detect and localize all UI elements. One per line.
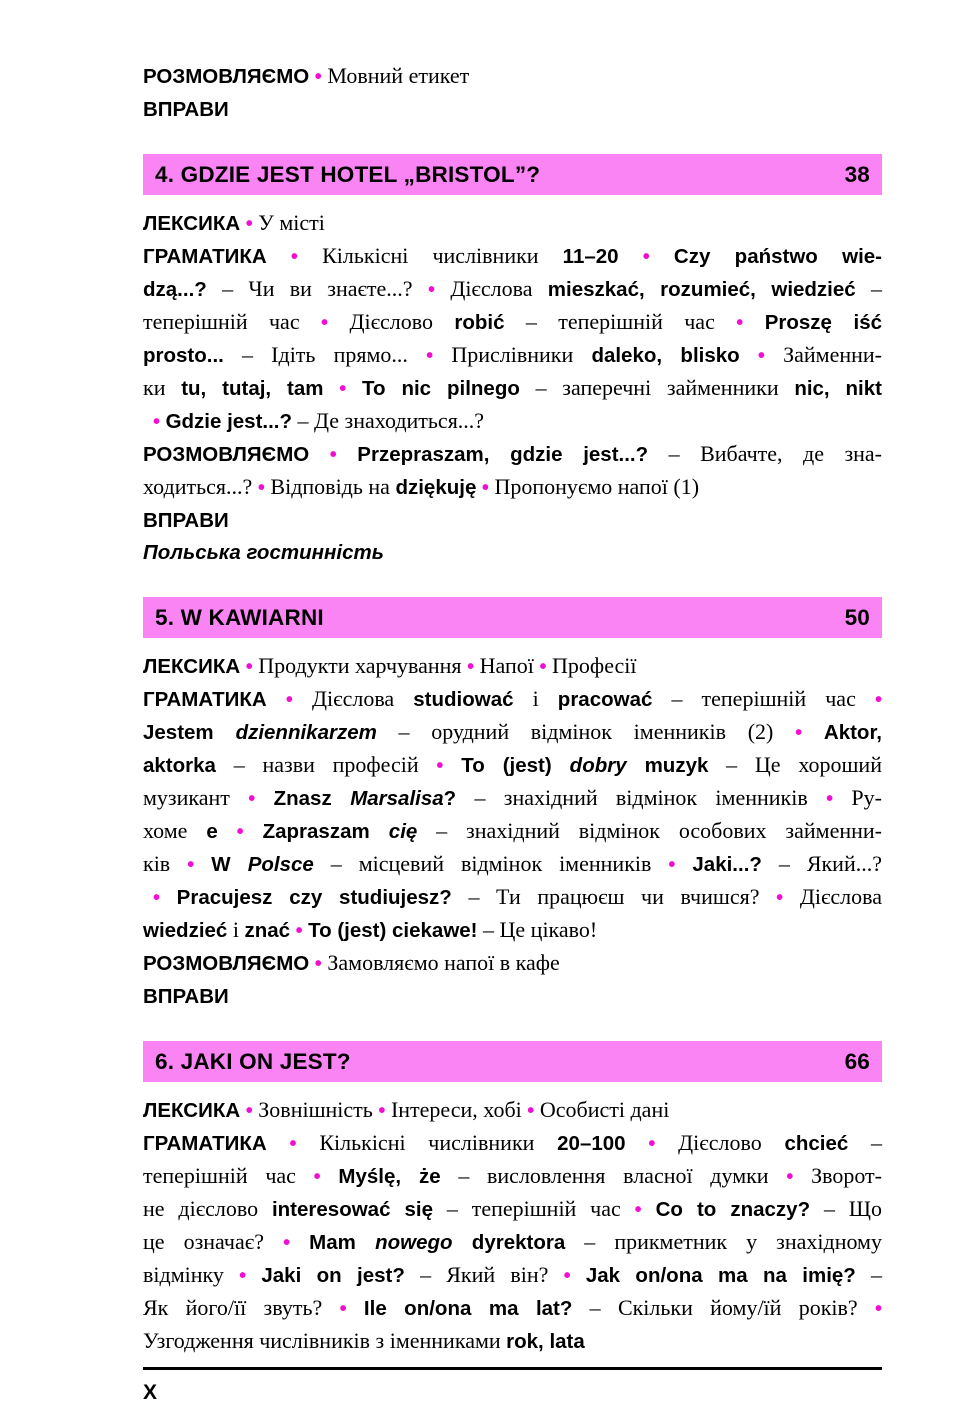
text-run: prosto... bbox=[143, 344, 224, 367]
text-run: – висловлення власної думки bbox=[440, 1163, 769, 1188]
text-run: теперішній час bbox=[143, 309, 300, 334]
text-run: – прикметник у знахідному bbox=[565, 1229, 882, 1254]
text-line-content bbox=[143, 1325, 585, 1357]
bullet-separator: • bbox=[309, 444, 358, 466]
text-run: Напої bbox=[479, 653, 534, 678]
text-run: ? bbox=[443, 787, 457, 810]
text-line bbox=[143, 1292, 882, 1325]
toc-section-6 bbox=[143, 1041, 882, 1357]
text-line-content bbox=[143, 306, 882, 339]
text-run: daleko, blisko bbox=[591, 344, 740, 367]
text-run: W bbox=[211, 853, 248, 876]
text-run: і bbox=[513, 686, 558, 711]
text-line bbox=[143, 881, 882, 914]
text-run: chcieć bbox=[784, 1132, 849, 1155]
text-run: Przepraszam, gdzie jest...? bbox=[357, 443, 649, 466]
text-run: РОЗМОВЛЯЄМО bbox=[143, 65, 310, 88]
text-line bbox=[143, 650, 882, 683]
section-header-bar bbox=[143, 1041, 882, 1082]
text-run: Myślę, że bbox=[338, 1165, 441, 1188]
text-run: Польська гостинність bbox=[143, 541, 384, 564]
text-line bbox=[143, 273, 882, 306]
text-line bbox=[143, 914, 882, 947]
bullet-separator: • bbox=[620, 1199, 656, 1221]
text-run: Кількісні числівники bbox=[322, 243, 563, 268]
text-run: – знахідний відмінок особових займенни- bbox=[417, 818, 882, 843]
text-line-content bbox=[143, 372, 882, 405]
text-run: Proszę iść bbox=[764, 311, 882, 334]
text-line bbox=[143, 1193, 882, 1226]
text-run: – Це хороший bbox=[708, 752, 882, 777]
section-header-bar bbox=[143, 597, 882, 638]
text-line bbox=[143, 372, 882, 405]
section-header-bar bbox=[143, 154, 882, 195]
text-run: У місті bbox=[258, 210, 325, 235]
text-run: Зовнішність bbox=[258, 1097, 373, 1122]
text-line bbox=[143, 782, 882, 815]
text-line bbox=[143, 947, 882, 980]
text-run: To (jest) bbox=[461, 754, 570, 777]
text-line-content bbox=[143, 339, 882, 372]
text-run: ків bbox=[143, 851, 171, 876]
text-run: – теперішній час bbox=[652, 686, 856, 711]
bullet-separator: • bbox=[625, 1133, 679, 1155]
text-run: robić bbox=[454, 311, 505, 334]
text-run: Jak on/ona ma na imię? bbox=[585, 1264, 856, 1287]
text-run: 11–20 bbox=[562, 245, 619, 268]
text-run: tu, tutaj, tam bbox=[181, 377, 324, 400]
text-run: – назви професій bbox=[215, 752, 419, 777]
text-run: Ру- bbox=[851, 785, 882, 810]
text-run: музикант bbox=[143, 785, 230, 810]
text-run: Mam bbox=[309, 1231, 376, 1254]
text-run: Мовний етикет bbox=[327, 63, 470, 88]
text-run: – Ідіть прямо... bbox=[223, 342, 408, 367]
text-run: znać bbox=[244, 919, 291, 942]
text-run: e bbox=[206, 820, 218, 843]
bullet-separator: • bbox=[240, 656, 259, 678]
text-line bbox=[143, 1325, 882, 1357]
text-line-content bbox=[143, 749, 882, 782]
section-body bbox=[143, 207, 882, 568]
text-run: Зворот- bbox=[811, 1163, 882, 1188]
bullet-separator: • bbox=[266, 1133, 320, 1155]
text-line bbox=[143, 980, 882, 1012]
bullet-separator: • bbox=[153, 411, 166, 433]
text-run: Ile on/ona ma lat? bbox=[363, 1297, 573, 1320]
text-run: Jaki on jest? bbox=[261, 1264, 405, 1287]
bullet-separator: • bbox=[266, 689, 313, 711]
text-run: studiować bbox=[413, 688, 514, 711]
text-line-content bbox=[143, 1160, 882, 1193]
bullet-separator: • bbox=[714, 312, 765, 334]
section-title: 4. GDZIE JEST HOTEL „BRISTOL”? bbox=[155, 161, 541, 187]
text-run: Займенни- bbox=[783, 342, 883, 367]
text-line bbox=[143, 60, 882, 93]
section-page-number: 50 bbox=[844, 604, 870, 630]
text-run: Zapraszam bbox=[262, 820, 389, 843]
text-run: ЛЕКСИКА bbox=[143, 655, 241, 678]
text-line-content bbox=[143, 93, 229, 125]
text-run: ГРАМАТИКА bbox=[143, 688, 267, 711]
text-run: rok, lata bbox=[506, 1330, 585, 1353]
bullet-separator: • bbox=[252, 477, 271, 499]
bullet-separator: • bbox=[855, 689, 882, 711]
text-line bbox=[143, 93, 882, 125]
text-run: Дієслово bbox=[349, 309, 455, 334]
text-run: Професії bbox=[552, 653, 637, 678]
bullet-separator: • bbox=[322, 1298, 364, 1320]
text-run: dobry bbox=[569, 754, 627, 777]
text-run: cię bbox=[388, 820, 418, 843]
text-run: РОЗМОВЛЯЄМО bbox=[143, 952, 310, 975]
bullet-separator: • bbox=[739, 345, 784, 367]
text-run: – орудний відмінок іменників (2) bbox=[376, 719, 774, 744]
text-line-content bbox=[153, 405, 484, 438]
text-line bbox=[143, 1127, 882, 1160]
text-line-content bbox=[143, 207, 325, 240]
text-run: і bbox=[227, 917, 245, 942]
bullet-separator: • bbox=[807, 788, 852, 810]
text-run: nowego bbox=[375, 1231, 453, 1254]
text-line-content bbox=[143, 273, 882, 306]
bullet-separator: • bbox=[170, 854, 212, 876]
section-body bbox=[143, 650, 882, 1012]
toc-section-5 bbox=[143, 597, 882, 1012]
text-run: – Який...? bbox=[761, 851, 882, 876]
section-title: 5. W KAWIARNI bbox=[155, 604, 324, 630]
text-run: pracować bbox=[557, 688, 653, 711]
text-run: Gdzie jest...? bbox=[165, 410, 293, 433]
text-run: ходиться...? bbox=[143, 474, 253, 499]
bullet-separator: • bbox=[240, 213, 259, 235]
text-line bbox=[143, 207, 882, 240]
text-run: Дієслово bbox=[678, 1130, 785, 1155]
text-run: Особисті дані bbox=[539, 1097, 670, 1122]
text-line-content bbox=[143, 1259, 882, 1292]
text-run: Pracujesz czy studiujesz? bbox=[176, 886, 452, 909]
text-run: – Це цікаво! bbox=[477, 917, 598, 942]
bullet-separator: • bbox=[651, 854, 693, 876]
text-run: ВПРАВИ bbox=[143, 985, 229, 1008]
text-line-content bbox=[143, 1193, 882, 1226]
bullet-separator: • bbox=[309, 953, 328, 975]
text-line-content bbox=[143, 782, 882, 815]
text-run: хоме bbox=[143, 818, 207, 843]
text-line-content bbox=[143, 980, 229, 1012]
text-run: – місцевий відмінок іменників bbox=[313, 851, 652, 876]
text-run: dziennikarzem bbox=[235, 721, 377, 744]
text-line-content bbox=[143, 683, 882, 716]
text-run: Polsce bbox=[247, 853, 314, 876]
text-line-content bbox=[143, 1292, 882, 1325]
text-run: – Вибачте, де зна- bbox=[648, 441, 882, 466]
toc-section-4 bbox=[143, 154, 882, 568]
bullet-separator: • bbox=[263, 1232, 310, 1254]
text-run: – Де знаходиться...? bbox=[292, 408, 485, 433]
section-page-number: 38 bbox=[844, 161, 870, 187]
text-run: dzą...? bbox=[143, 278, 207, 301]
text-run: interesować się bbox=[271, 1198, 434, 1221]
text-run: ЛЕКСИКА bbox=[143, 212, 241, 235]
text-line-content bbox=[143, 914, 597, 947]
bullet-separator: • bbox=[618, 246, 674, 268]
bullet-separator: • bbox=[476, 477, 495, 499]
text-line bbox=[143, 405, 882, 438]
text-run: – знахідний відмінок іменників bbox=[456, 785, 808, 810]
text-run: – Чи ви знаєте...? bbox=[206, 276, 413, 301]
text-run: – Який він? bbox=[404, 1262, 549, 1287]
text-run: – Скільки йому/їй років? bbox=[572, 1295, 858, 1320]
text-run: Czy państwo wie- bbox=[673, 245, 882, 268]
text-run: ЛЕКСИКА bbox=[143, 1099, 241, 1122]
section-title: 6. JAKI ON JEST? bbox=[155, 1048, 351, 1074]
text-line-content bbox=[143, 650, 637, 683]
text-run: muzyk bbox=[626, 754, 709, 777]
text-run: mieszkać, rozumieć, wiedzieć bbox=[547, 278, 856, 301]
bullet-separator: • bbox=[533, 656, 553, 678]
text-line bbox=[143, 1160, 882, 1193]
text-line bbox=[143, 683, 882, 716]
text-run: Дієслова bbox=[450, 276, 548, 301]
text-line bbox=[143, 438, 882, 471]
text-line bbox=[143, 1259, 882, 1292]
text-run: – Ти працюєш чи вчишся? bbox=[451, 884, 760, 909]
text-line-content bbox=[143, 240, 882, 273]
section-page-number: 66 bbox=[844, 1048, 870, 1074]
text-run: не дієслово bbox=[143, 1196, 272, 1221]
text-line bbox=[143, 1094, 882, 1127]
text-run: – теперішній час bbox=[504, 309, 715, 334]
text-run: Co to znaczy? bbox=[655, 1198, 811, 1221]
bullet-separator: • bbox=[290, 920, 309, 942]
bullet-separator: • bbox=[372, 1100, 391, 1122]
text-run: Пропонуємо напої (1) bbox=[494, 474, 700, 499]
bullet-separator: • bbox=[521, 1100, 540, 1122]
text-run: wiedzieć bbox=[143, 919, 228, 942]
text-run: ВПРАВИ bbox=[143, 509, 229, 532]
text-line bbox=[143, 306, 882, 339]
text-run: Marsalisa bbox=[350, 787, 444, 810]
text-run: це означає? bbox=[143, 1229, 264, 1254]
text-run: Інтереси, хобі bbox=[390, 1097, 522, 1122]
bullet-separator: • bbox=[412, 279, 451, 301]
text-run: Замовляємо напої в кафе bbox=[327, 950, 560, 975]
bullet-separator: • bbox=[768, 1166, 812, 1188]
text-line bbox=[143, 339, 882, 372]
text-run: Znasz bbox=[273, 787, 351, 810]
text-run: dyrektora bbox=[452, 1231, 566, 1254]
text-run: Прислівники bbox=[451, 342, 592, 367]
text-line-content bbox=[143, 471, 699, 504]
bullet-separator: • bbox=[461, 656, 480, 678]
bullet-separator: • bbox=[229, 788, 274, 810]
text-line-content bbox=[143, 438, 882, 471]
text-line bbox=[143, 749, 882, 782]
text-run: Узгодження числівників з іменниками bbox=[143, 1328, 507, 1353]
bullet-separator: • bbox=[418, 755, 462, 777]
text-run: Aktor, bbox=[823, 721, 882, 744]
bullet-separator: • bbox=[153, 887, 177, 909]
text-run: aktorka bbox=[143, 754, 216, 777]
text-run: – теперішній час bbox=[433, 1196, 621, 1221]
text-run: ГРАМАТИКА bbox=[143, 245, 267, 268]
footer-rule bbox=[143, 1367, 882, 1370]
bullet-separator: • bbox=[773, 722, 824, 744]
text-run: Кількісні числівники bbox=[319, 1130, 558, 1155]
bullet-separator: • bbox=[548, 1265, 586, 1287]
text-run: РОЗМОВЛЯЄМО bbox=[143, 443, 310, 466]
text-run: – bbox=[848, 1130, 882, 1155]
text-run: 20–100 bbox=[557, 1132, 626, 1155]
bullet-separator: • bbox=[217, 821, 263, 843]
text-line-content bbox=[143, 536, 384, 568]
text-line bbox=[143, 240, 882, 273]
text-line bbox=[143, 848, 882, 881]
text-line-content bbox=[153, 881, 882, 914]
bullet-separator: • bbox=[759, 887, 800, 909]
text-line bbox=[143, 471, 882, 504]
text-run: – bbox=[855, 1262, 883, 1287]
bullet-separator: • bbox=[407, 345, 452, 367]
bullet-separator: • bbox=[295, 1166, 339, 1188]
bullet-separator: • bbox=[266, 246, 323, 268]
text-run: dziękuję bbox=[395, 476, 477, 499]
text-line-content bbox=[143, 60, 469, 93]
text-line bbox=[143, 1226, 882, 1259]
text-line-content bbox=[143, 947, 560, 980]
bullet-separator: • bbox=[857, 1298, 883, 1320]
text-line-content bbox=[143, 716, 882, 749]
text-run: – bbox=[855, 276, 882, 301]
bullet-separator: • bbox=[323, 378, 363, 400]
text-line-content bbox=[143, 1127, 882, 1160]
text-line bbox=[143, 536, 882, 568]
footer-page-label: X bbox=[143, 1381, 158, 1404]
text-run: To nic pilnego bbox=[362, 377, 520, 400]
text-run: Продукти харчування bbox=[258, 653, 462, 678]
text-run: – заперечні займенники bbox=[519, 375, 795, 400]
section-body bbox=[143, 1094, 882, 1357]
text-run: Як його/її звуть? bbox=[143, 1295, 323, 1320]
text-run: To (jest) ciekawe! bbox=[308, 919, 478, 942]
text-run: ки bbox=[143, 375, 182, 400]
text-run: теперішній час bbox=[143, 1163, 296, 1188]
text-line bbox=[143, 716, 882, 749]
bullet-separator: • bbox=[240, 1100, 259, 1122]
text-line bbox=[143, 504, 882, 536]
text-line bbox=[143, 815, 882, 848]
bullet-separator: • bbox=[299, 312, 350, 334]
bullet-separator: • bbox=[309, 66, 328, 88]
text-run: Дієслова bbox=[799, 884, 882, 909]
text-run: ГРАМАТИКА bbox=[143, 1132, 267, 1155]
text-line-content bbox=[143, 815, 882, 848]
text-run: – Що bbox=[810, 1196, 882, 1221]
intro-lines bbox=[143, 60, 882, 125]
text-line-content bbox=[143, 1094, 669, 1127]
text-run: Відповідь на bbox=[270, 474, 396, 499]
text-run: відмінку bbox=[143, 1262, 224, 1287]
text-run: nic, nikt bbox=[794, 377, 882, 400]
text-line-content bbox=[143, 504, 229, 536]
text-run: Дієслова bbox=[312, 686, 414, 711]
text-run: Jaki...? bbox=[692, 853, 762, 876]
text-line-content bbox=[143, 1226, 882, 1259]
text-line-content bbox=[143, 848, 882, 881]
bullet-separator: • bbox=[223, 1265, 262, 1287]
text-run: ВПРАВИ bbox=[143, 98, 229, 121]
text-run: Jestem bbox=[143, 721, 236, 744]
